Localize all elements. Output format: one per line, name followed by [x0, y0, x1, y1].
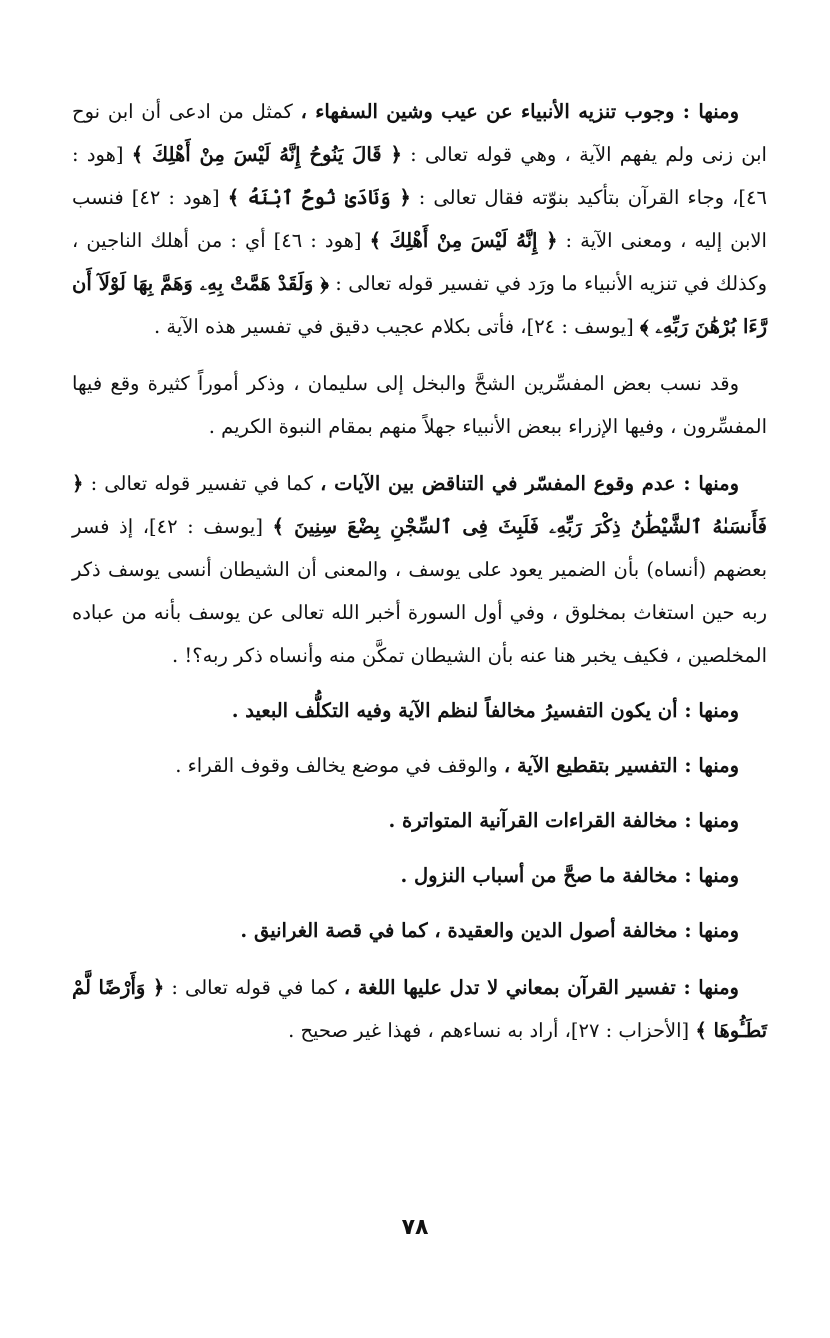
quran-verse: ﴿ فَأَنسَىٰهُ ٱلشَّيْطَٰنُ ذِكْرَ رَبِّهِۦ فَلَبِثَ فِى ٱلسِّجْنِ بِضْعَ سِنِينَ ﴾ — [72, 472, 767, 538]
paragraph-text: [هود : ٤٦] أي : من أهلك الناجين ، وكذلك في تنزيه الأنبياء ما ورَد في تفسير قوله تعالى : — [72, 229, 767, 295]
paragraph-language — [72, 966, 767, 1052]
paragraph-prophets-infallibility — [72, 90, 767, 348]
list-item — [72, 799, 767, 842]
item-lead: ومنها : مخالفة أصول الدين والعقيدة ، كما في قصة الغرانيق . — [240, 919, 739, 942]
paragraph-text: [يوسف : ٤٢]، إذ فسر بعضهم (أنساه) بأن الضمير يعود على يوسف ، والمعنى أن الشيطان أنسى يوسف ذكر ربه حين استغاث بمخلوق ، وفي أول السورة أخبر الله تعالى عن يوسف بأنه من عباده المخلصين ، فكيف يخبر هنا عنه بأن الشيطان تمكَّن منه وأنساه ذكر ربه؟! . — [72, 515, 767, 667]
list-item — [72, 854, 767, 897]
list-item — [72, 744, 767, 787]
paragraph-text: [يوسف : ٢٤]، فأتى بكلام عجيب دقيق في تفسير هذه الآية . — [154, 315, 640, 338]
paragraph-text: كما في تفسير قوله تعالى : — [83, 472, 321, 495]
paragraph-sulayman — [72, 362, 767, 448]
paragraph-text: [هود : ٤٢] فنسب الابن إليه ، ومعنى الآية : — [72, 186, 767, 252]
item-lead: ومنها : مخالفة ما صحَّ من أسباب النزول . — [400, 864, 739, 887]
quran-verse: ﴿ قَالَ يَنُوحُ إِنَّهُ لَيْسَ مِنْ أَهْلِكَ ﴾ — [131, 143, 402, 166]
paragraph-text: كمثل من ادعى أن ابن نوح ابن زنى ولم يفهم الآية ، وهي قوله تعالى : — [72, 100, 767, 166]
item-text: والوقف في موضع يخالف وقوف القراء . — [175, 754, 504, 777]
paragraph-lead: ومنها : عدم وقوع المفسّر في التناقض بين الآيات ، — [320, 472, 739, 495]
paragraph-contradiction — [72, 462, 767, 677]
paragraph-lead: ومنها : تفسير القرآن بمعاني لا تدل عليها اللغة ، — [343, 976, 739, 999]
list-item — [72, 689, 767, 732]
paragraph-text: وقد نسب بعض المفسِّرين الشحَّ والبخل إلى سليمان ، وذكر أموراً كثيرة وقع فيها المفسِّرون ، وفيها الإزراء ببعض الأنبياء جهلاً منهم بمقام النبوة الكريم . — [72, 372, 767, 438]
paragraph-text: [الأحزاب : ٢٧]، أراد به نساءهم ، فهذا غير صحيح . — [288, 1019, 696, 1042]
item-lead: ومنها : التفسير بتقطيع الآية ، — [503, 754, 739, 777]
paragraph-lead: ومنها : وجوب تنزيه الأنبياء عن عيب وشين السفهاء ، — [300, 100, 739, 123]
list-item — [72, 909, 767, 952]
quran-verse: ﴿ وَنَادَىٰ نُوحٌ ٱبْنَهُ ﴾ — [227, 186, 411, 209]
page-body — [72, 90, 767, 1052]
page-number: ٧٨ — [401, 1215, 429, 1240]
quran-verse: ﴿ وَأَرْضًا لَّمْ تَطَـُٔوهَا ﴾ — [72, 976, 767, 1042]
item-lead: ومنها : أن يكون التفسيرُ مخالفاً لنظم الآية وفيه التكلُّف البعيد . — [231, 699, 739, 722]
quran-verse: ﴿ إِنَّهُ لَيْسَ مِنْ أَهْلِكَ ﴾ — [369, 229, 558, 252]
paragraph-text: كما في قوله تعالى : — [164, 976, 344, 999]
quran-verse: ﴿ وَلَقَدْ هَمَّتْ بِهِۦ وَهَمَّ بِهَا لَوْلَآ أَن رَّءَا بُرْهَٰنَ رَبِّهِۦ ﴾ — [72, 272, 767, 338]
item-lead: ومنها : مخالفة القراءات القرآنية المتواترة . — [388, 809, 739, 832]
paragraph-text: [هود : ٤٦]، وجاء القرآن بتأكيد بنوّته فقال تعالى : — [72, 143, 767, 209]
